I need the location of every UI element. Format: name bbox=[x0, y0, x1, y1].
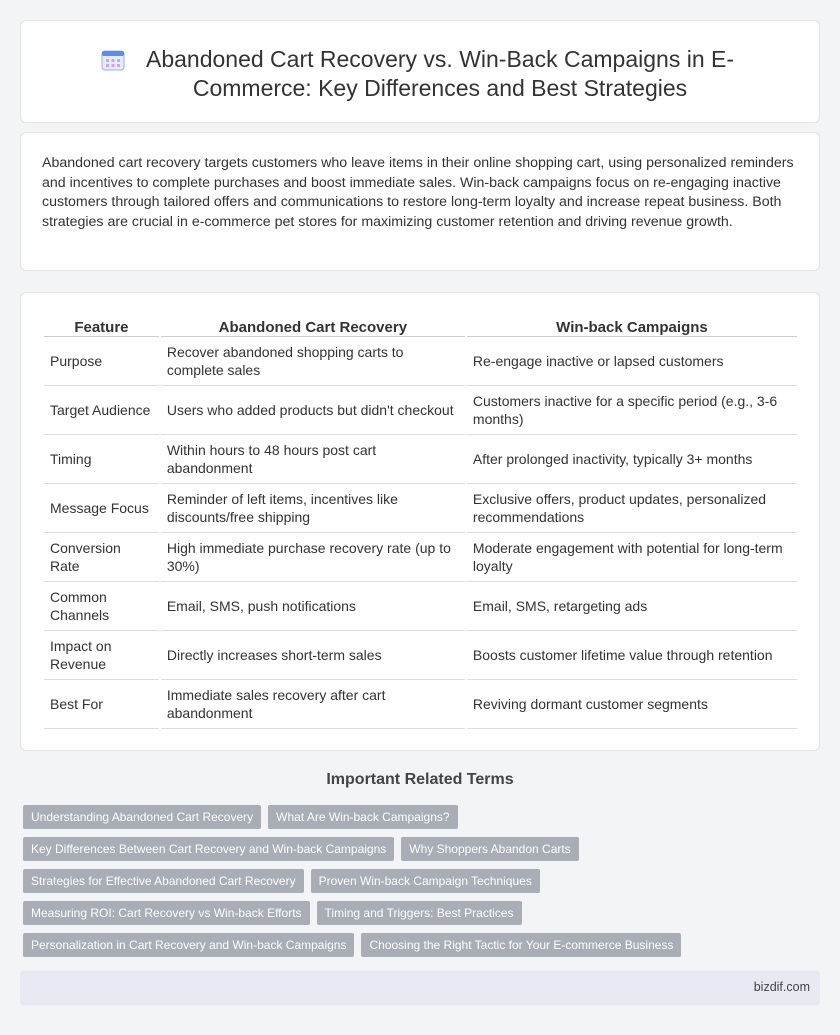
feature-cell: Message Focus bbox=[44, 484, 159, 533]
column-header: Feature bbox=[44, 312, 159, 337]
table-row bbox=[44, 337, 797, 386]
footer bbox=[20, 971, 820, 1005]
cart-recovery-cell: Directly increases short-term sales bbox=[161, 631, 465, 680]
related-tags-row bbox=[23, 837, 579, 861]
related-tag[interactable]: Strategies for Effective Abandoned Cart Recovery bbox=[23, 869, 304, 893]
cart-recovery-cell: Within hours to 48 hours post cart abandonment bbox=[161, 435, 465, 484]
related-tag[interactable]: Timing and Triggers: Best Practices bbox=[317, 901, 522, 925]
win-back-cell: Customers inactive for a specific period (e.g., 3-6 months) bbox=[467, 386, 797, 435]
feature-cell: Conversion Rate bbox=[44, 533, 159, 582]
column-header: Abandoned Cart Recovery bbox=[161, 312, 465, 337]
page-title: Abandoned Cart Recovery vs. Win-Back Campaigns in E-Commerce: Key Differences and Best Strategies bbox=[145, 46, 735, 101]
win-back-cell: Email, SMS, retargeting ads bbox=[467, 582, 797, 631]
intro-paragraph: Abandoned cart recovery targets customers who leave items in their online shopping cart, using personalized reminders and incentives to complete purchases and boost immediate sales. Win-back campaigns focus on re-engaging inactive customers through tailored offers and communications to restore long-term loyalty and increase repeat business. Both strategies are crucial in e-commerce pet stores for maximizing customer retention and driving revenue growth. bbox=[42, 155, 794, 230]
feature-cell: Impact on Revenue bbox=[44, 631, 159, 680]
related-tags-row bbox=[23, 901, 522, 925]
related-tag[interactable]: Measuring ROI: Cart Recovery vs Win-back Efforts bbox=[23, 901, 310, 925]
title-card bbox=[20, 20, 820, 123]
related-tag[interactable]: Why Shoppers Abandon Carts bbox=[401, 837, 578, 861]
table-row bbox=[44, 680, 797, 729]
related-tag[interactable]: What Are Win-back Campaigns? bbox=[268, 805, 457, 829]
table-row bbox=[44, 386, 797, 435]
related-tag[interactable]: Proven Win-back Campaign Techniques bbox=[311, 869, 540, 893]
win-back-cell: After prolonged inactivity, typically 3+ months bbox=[467, 435, 797, 484]
table-row bbox=[44, 631, 797, 680]
cart-recovery-cell: High immediate purchase recovery rate (up to 30%) bbox=[161, 533, 465, 582]
related-tags-row bbox=[23, 933, 681, 957]
related-tag[interactable]: Personalization in Cart Recovery and Win-back Campaigns bbox=[23, 933, 354, 957]
win-back-cell: Re-engage inactive or lapsed customers bbox=[467, 337, 797, 386]
feature-cell: Timing bbox=[44, 435, 159, 484]
related-tags-row bbox=[23, 869, 540, 893]
intro-card bbox=[20, 132, 820, 271]
feature-cell: Target Audience bbox=[44, 386, 159, 435]
win-back-cell: Moderate engagement with potential for long-term loyalty bbox=[467, 533, 797, 582]
table-header-row bbox=[44, 312, 797, 337]
related-tags-row bbox=[23, 805, 458, 829]
comparison-table bbox=[42, 312, 799, 729]
win-back-cell: Boosts customer lifetime value through retention bbox=[467, 631, 797, 680]
table-row bbox=[44, 435, 797, 484]
feature-cell: Common Channels bbox=[44, 582, 159, 631]
comparison-table-card bbox=[20, 292, 820, 751]
related-terms-heading: Important Related Terms bbox=[326, 771, 514, 788]
related-tag[interactable]: Understanding Abandoned Cart Recovery bbox=[23, 805, 261, 829]
win-back-cell: Exclusive offers, product updates, personalized recommendations bbox=[467, 484, 797, 533]
table-row bbox=[44, 533, 797, 582]
table-row bbox=[44, 582, 797, 631]
win-back-cell: Reviving dormant customer segments bbox=[467, 680, 797, 729]
table-row bbox=[44, 484, 797, 533]
feature-cell: Best For bbox=[44, 680, 159, 729]
cart-recovery-cell: Reminder of left items, incentives like discounts/free shipping bbox=[161, 484, 465, 533]
related-tag[interactable]: Choosing the Right Tactic for Your E-commerce Business bbox=[361, 933, 681, 957]
cart-recovery-cell: Recover abandoned shopping carts to complete sales bbox=[161, 337, 465, 386]
site-link[interactable]: bizdif.com bbox=[753, 980, 810, 994]
column-header: Win-back Campaigns bbox=[467, 312, 797, 337]
related-tag[interactable]: Key Differences Between Cart Recovery and Win-back Campaigns bbox=[23, 837, 394, 861]
feature-cell: Purpose bbox=[44, 337, 159, 386]
cart-recovery-cell: Email, SMS, push notifications bbox=[161, 582, 465, 631]
cart-recovery-cell: Users who added products but didn't checkout bbox=[161, 386, 465, 435]
cart-recovery-cell: Immediate sales recovery after cart abandonment bbox=[161, 680, 465, 729]
